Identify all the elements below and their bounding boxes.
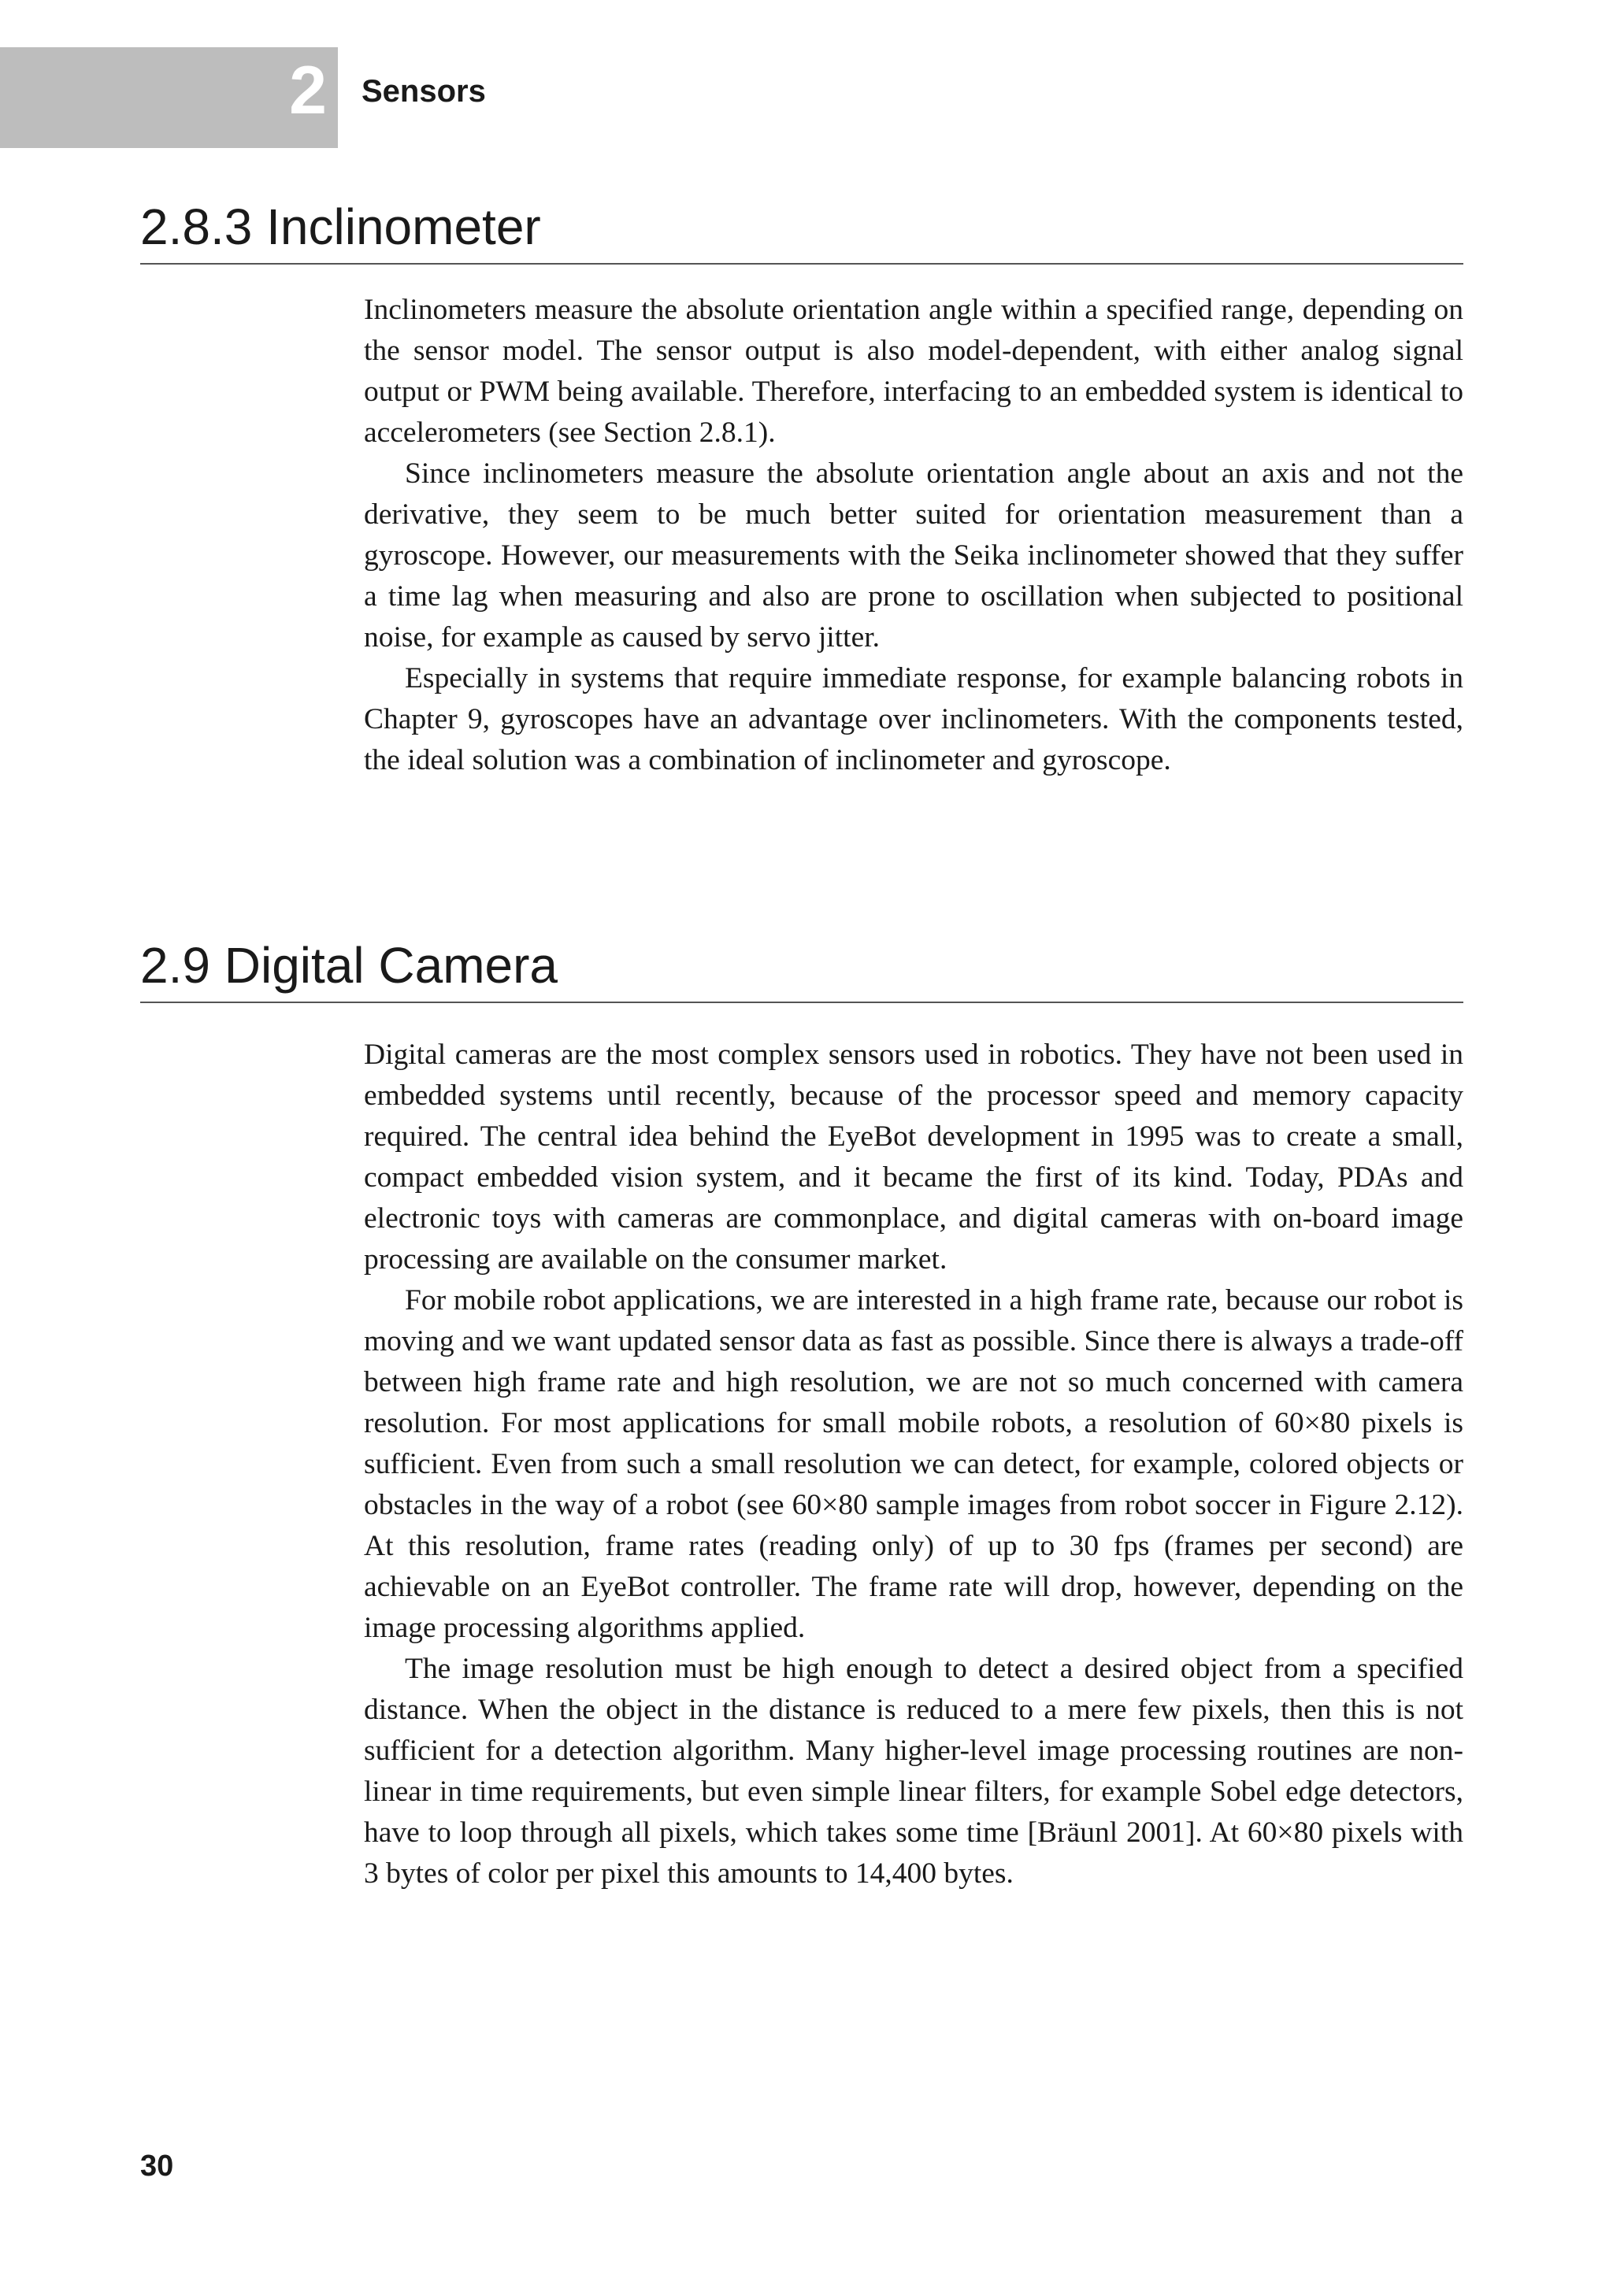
- paragraph: Inclinometers measure the absolute orientation angle within a specified range, depending on the sensor model. The sensor output is also model-dependent, with either analog signal output or PWM being available. Therefore, interfacing to an embedded system is identical to accelerometers (see Section 2.8.1).: [364, 294, 1463, 449]
- section-body-digital-camera: [364, 1035, 1463, 1894]
- chapter-number: 2: [289, 53, 327, 128]
- section-body-inclinometer: [364, 290, 1463, 781]
- paragraph: For mobile robot applications, we are interested in a high frame rate, because our robot is moving and we want updated sensor data as fast as possible. Since there is always a trade-off between high frame rate and high resolution, we are not so much concerned with camera resolution. For most applications for small mobile robots, a resolution of 60×80 pixels is sufficient. Even from such a small resolution we can detect, for example, colored objects or obstacles in the way of a robot (see 60×80 sample images from robot soccer in Figure 2.12). At this resolution, frame rates (reading only) of up to 30 fps (frames per second) are achievable on an EyeBot controller. The frame rate will drop, however, depending on the image processing algorithms applied.: [364, 1284, 1463, 1644]
- chapter-tab: [0, 47, 338, 148]
- chapter-title: Sensors: [362, 74, 486, 109]
- paragraph: Since inclinometers measure the absolute orientation angle about an axis and not the derivative, they seem to be much better suited for orientation measurement than a gyroscope. However, our measurements with the Seika inclinometer showed that they suffer a time lag when measuring and also are prone to oscillation when subjected to positional noise, for example as caused by servo jitter.: [364, 457, 1463, 654]
- paragraph: The image resolution must be high enough to detect a desired object from a specified distance. When the object in the distance is reduced to a mere few pixels, then this is not sufficient for a detection algorithm. Many higher-level image processing routines are non-linear in time requirements, but even simple linear filters, for example Sobel edge detectors, have to loop through all pixels, which takes some time [Bräunl 2001]. At 60×80 pixels with 3 bytes of color per pixel this amounts to 14,400 bytes.: [364, 1653, 1463, 1890]
- paragraph: Digital cameras are the most complex sensors used in robotics. They have not been used in embedded systems until recently, because of the processor speed and memory capacity required. The central idea behind the EyeBot development in 1995 was to create a small, compact embedded vision system, and it became the first of its kind. Today, PDAs and electronic toys with cameras are commonplace, and digital cameras with on-board image processing are available on the consumer market.: [364, 1039, 1463, 1276]
- page-number: 30: [140, 2150, 174, 2183]
- section-heading-inclinometer: 2.8.3 Inclinometer: [140, 202, 1463, 265]
- section-heading-digital-camera: 2.9 Digital Camera: [140, 940, 1463, 1003]
- paragraph: Especially in systems that require immediate response, for example balancing robots in Chapter 9, gyroscopes have an advantage over inclinometers. With the components tested, the ideal solution was a combination of inclinometer and gyroscope.: [364, 662, 1463, 776]
